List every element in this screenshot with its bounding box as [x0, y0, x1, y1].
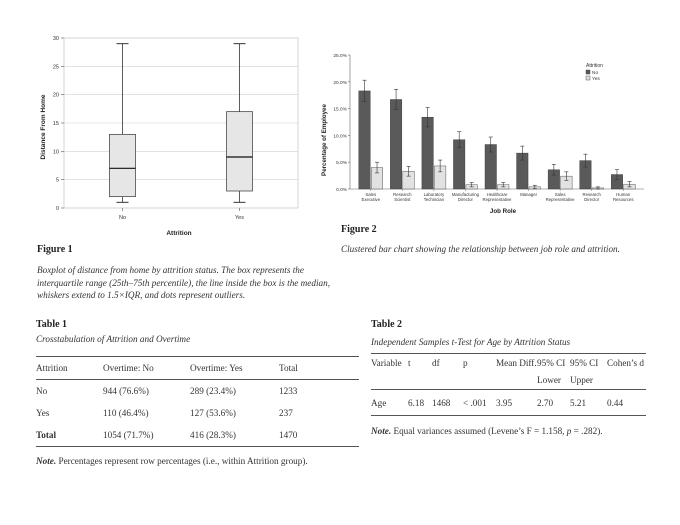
table2-subtitle: Independent Samples t-Test for Age by Attrition Status [371, 337, 571, 347]
legend-swatch-no [586, 70, 590, 74]
table-row [36, 380, 359, 403]
table1-cell: 110 (46.4%) [103, 408, 149, 418]
x-tick-label: Yes [235, 215, 244, 221]
table1-cell: 1054 (71.7%) [103, 430, 154, 440]
table2-header-cell: Mean Diff. [496, 358, 537, 368]
y-tick-label: 15 [52, 121, 59, 127]
table1-cell: 237 [279, 408, 293, 418]
y-tick-label: 15.0% [333, 107, 347, 113]
table1-header-cell: Overtime: Yes [190, 363, 243, 373]
y-tick-label: 20.0% [333, 80, 347, 86]
table2-cell: 5.21 [570, 397, 587, 408]
bar-no [390, 99, 402, 189]
x-tick-label: Sales [365, 192, 377, 197]
table2-header-cell: Cohen’s d [607, 358, 645, 368]
y-tick-label: 20 [52, 92, 59, 99]
table2-header-row [371, 354, 646, 390]
figure1-caption: Boxplot of distance from home by attrition status. The box represents the interquartile range (25th–75th percentile), the line inside the box is the median, whiskers extend to 1.5×IQR, and dots represent outliers. [37, 265, 331, 300]
figure1-title: Figure 1 [37, 244, 73, 255]
y-tick-label: 10 [52, 149, 59, 156]
table-row [36, 402, 359, 424]
table2-note [371, 426, 671, 436]
table2-cell: Age [371, 397, 387, 408]
bar-no [359, 91, 371, 189]
y-tick-label: 5 [55, 177, 59, 184]
table1-header-cell: Attrition [36, 363, 68, 373]
x-tick-label: Human [616, 192, 631, 197]
table2-cell: < .001 [463, 397, 487, 408]
bar-y-axis-label: Percentage of Employee [321, 104, 328, 176]
bar-x-axis-label: Job Role [489, 208, 517, 215]
table1-note-text: Percentages represent row percentages (i.e., within Attrition group). [56, 456, 308, 466]
table2-header-cell: df [432, 358, 440, 368]
figure2-caption: Clustered bar chart showing the relationship between job role and attrition. [341, 244, 620, 254]
x-tick-label: Scientist [394, 197, 411, 202]
x-tick-label: Technician [423, 197, 445, 202]
table2-note-p: p [566, 426, 572, 436]
table1-header-cell: Overtime: No [103, 363, 154, 373]
y-tick-label: 30 [52, 36, 59, 42]
table1-cell: Total [36, 430, 57, 440]
table2-header-cell: t [408, 358, 411, 368]
box-no [110, 134, 136, 196]
t-test-table [371, 353, 646, 416]
y-tick-label: 0.0% [336, 188, 347, 193]
table2-cell: 1468 [432, 397, 451, 408]
table2-cell: 2.70 [537, 397, 554, 408]
table2-header-cell: p [463, 358, 468, 368]
table2-title: Table 2 [371, 319, 403, 330]
table1-cell: 416 (28.3%) [190, 430, 236, 440]
x-tick-label: Sales [554, 192, 566, 197]
y-tick-label: 25.0% [333, 54, 347, 59]
table1-cell: Yes [36, 408, 50, 418]
table1-cell: 944 (76.6%) [103, 386, 149, 396]
table1-header-row [36, 357, 359, 380]
x-tick-label: Executive [361, 197, 381, 202]
bar-no [422, 117, 434, 189]
table1-header-cell: Total [279, 363, 298, 373]
table1-title: Table 1 [36, 319, 68, 330]
figure2-title: Figure 2 [341, 224, 377, 235]
x-tick-label: Representative [482, 197, 512, 202]
table1-cell: 1470 [279, 430, 298, 440]
table2-header-cell: 95% CI Upper [570, 358, 599, 385]
table2-cell: 6.18 [408, 397, 425, 408]
table1-cell: 127 (53.6%) [190, 408, 236, 418]
table1-cell: 289 (23.4%) [190, 386, 236, 396]
legend-title: Attrition [586, 63, 603, 69]
bar-chart [318, 45, 648, 220]
table2-note-text: Equal variances assumed (Levene’s F = 1.158, [391, 426, 567, 436]
table-row [371, 390, 646, 416]
x-tick-label: Laboratory [423, 192, 445, 197]
y-tick-label: 0 [55, 206, 59, 212]
boxplot-chart [36, 30, 306, 242]
x-tick-label: Manager [520, 192, 538, 197]
table1-total-row [36, 424, 359, 447]
table2-cell: 0.44 [607, 397, 624, 408]
y-tick-label: 10.0% [333, 134, 347, 140]
table1-cell: 1233 [279, 386, 298, 396]
y-tick-label: 25 [52, 64, 59, 71]
table2-header-cell: 95% CI Lower [537, 358, 566, 385]
boxplot-y-axis-label: Distance From Home [40, 94, 47, 160]
x-tick-label: No [118, 215, 127, 221]
x-tick-label: Research [393, 192, 412, 197]
legend-label: Yes [592, 76, 600, 82]
y-tick-label: 5.0% [336, 161, 347, 167]
table2-cell: 3.95 [496, 397, 513, 408]
x-tick-label: Healthcare [486, 192, 508, 197]
table2-note-label: Note. [371, 426, 392, 436]
x-tick-label: Director [584, 197, 600, 202]
legend-swatch-yes [586, 76, 590, 80]
x-tick-label: Research [582, 192, 601, 197]
table2-note-text-end: = .282). [571, 426, 603, 436]
x-tick-label: Resources [612, 197, 634, 202]
table1-cell: No [36, 386, 48, 396]
table2-header-cell: Variable [371, 358, 402, 368]
x-tick-label: Director [457, 197, 473, 202]
legend-label: No [592, 70, 599, 76]
table1-note [36, 456, 366, 466]
x-tick-label: Representative [545, 197, 575, 202]
table1-subtitle: Crosstabulation of Attrition and Overtime [36, 334, 191, 344]
boxplot-x-axis-label: Attrition [166, 230, 192, 237]
box-yes [227, 112, 253, 191]
table1-note-label: Note. [36, 456, 57, 466]
crosstab-table [36, 356, 359, 447]
x-tick-label: Manufacturing [451, 192, 480, 197]
